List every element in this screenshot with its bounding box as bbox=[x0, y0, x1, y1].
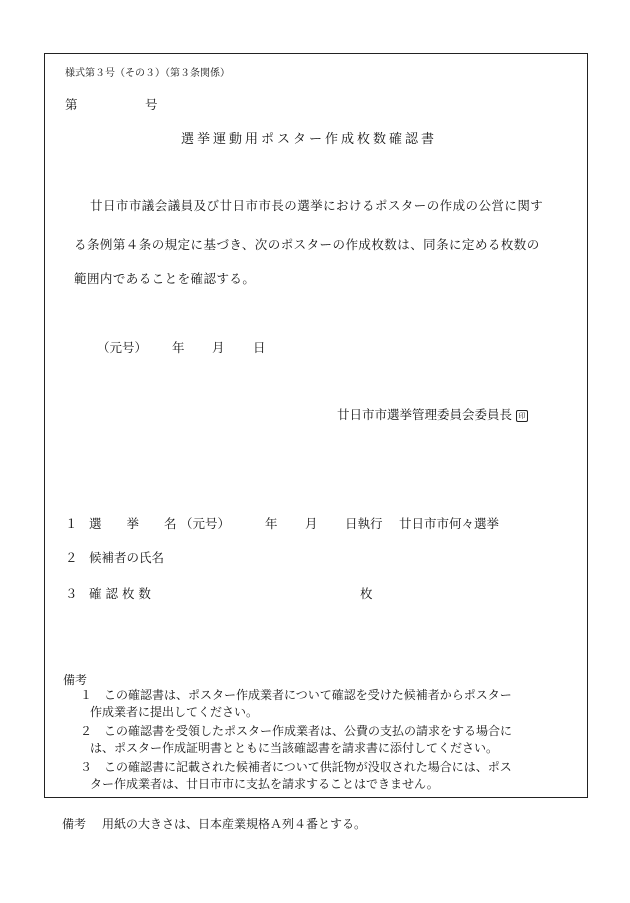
date-year: 年 bbox=[172, 340, 185, 355]
item-3-label: 確 認 枚 数 bbox=[89, 586, 151, 601]
item-1-era: （元号） bbox=[180, 516, 231, 531]
issuer-name: 廿日市市選挙管理委員会委員長 bbox=[337, 407, 513, 422]
note-3-first-line: この確認書に記載された候補者について供託物が没収された場合には、ポス bbox=[104, 760, 512, 774]
body-line-2: る条例第４条の規定に基づき、次のポスターの作成枚数は、同条に定める枚数の bbox=[74, 237, 540, 252]
date-era: （元号） bbox=[97, 340, 148, 355]
date-month: 月 bbox=[212, 340, 225, 355]
footer-note-text: 用紙の大きさは、日本産業規格Ａ列４番とする。 bbox=[102, 817, 367, 831]
document-title: 選挙運動用ポスター作成枚数確認書 bbox=[181, 132, 438, 147]
item-1-day-exec: 日執行 bbox=[345, 516, 383, 531]
item-2-number: ２ bbox=[65, 550, 78, 565]
item-1-month: 月 bbox=[305, 516, 318, 531]
note-1-number: １ bbox=[80, 688, 93, 702]
note-2-rest: は、ポスター作成証明書とともに当該確認書を請求書に添付してください。 bbox=[90, 741, 499, 755]
footer-note-heading: 備考 bbox=[62, 817, 87, 831]
note-3-rest: ター作成業者は、廿日市市に支払を請求することはできません。 bbox=[90, 777, 439, 791]
note-3-number: ３ bbox=[80, 760, 93, 774]
issuer-line bbox=[337, 405, 528, 423]
item-3-unit: 枚 bbox=[360, 586, 373, 601]
note-1-first-line: この確認書は、ポスター作成業者について確認を受けた候補者からポスター bbox=[104, 688, 512, 702]
item-2-label: 候補者の氏名 bbox=[89, 550, 165, 565]
number-suffix: 号 bbox=[145, 97, 158, 112]
body-line-3: 範囲内であることを確認する。 bbox=[74, 271, 256, 286]
item-1-election-name: 廿日市市何々選挙 bbox=[399, 516, 500, 531]
note-2-first-line: この確認書を受領したポスター作成業者は、公費の支払の請求をする場合に bbox=[104, 724, 513, 738]
date-day: 日 bbox=[253, 340, 266, 355]
number-prefix: 第 bbox=[65, 97, 78, 112]
notes-heading: 備考 bbox=[63, 673, 88, 687]
note-1-rest: 作成業者に提出してください。 bbox=[90, 705, 259, 719]
form-label: 様式第３号（その３）（第３条関係） bbox=[65, 68, 230, 79]
note-2-number: ２ bbox=[80, 724, 93, 738]
item-3-number: ３ bbox=[65, 586, 78, 601]
item-1-number: １ bbox=[65, 516, 78, 531]
seal-mark: 印 bbox=[516, 410, 528, 422]
item-1-year: 年 bbox=[265, 516, 278, 531]
body-line-1: 廿日市市議会議員及び廿日市市長の選挙におけるポスターの作成の公営に関す bbox=[90, 198, 544, 213]
item-1-label: 選 挙 名 bbox=[89, 516, 177, 531]
